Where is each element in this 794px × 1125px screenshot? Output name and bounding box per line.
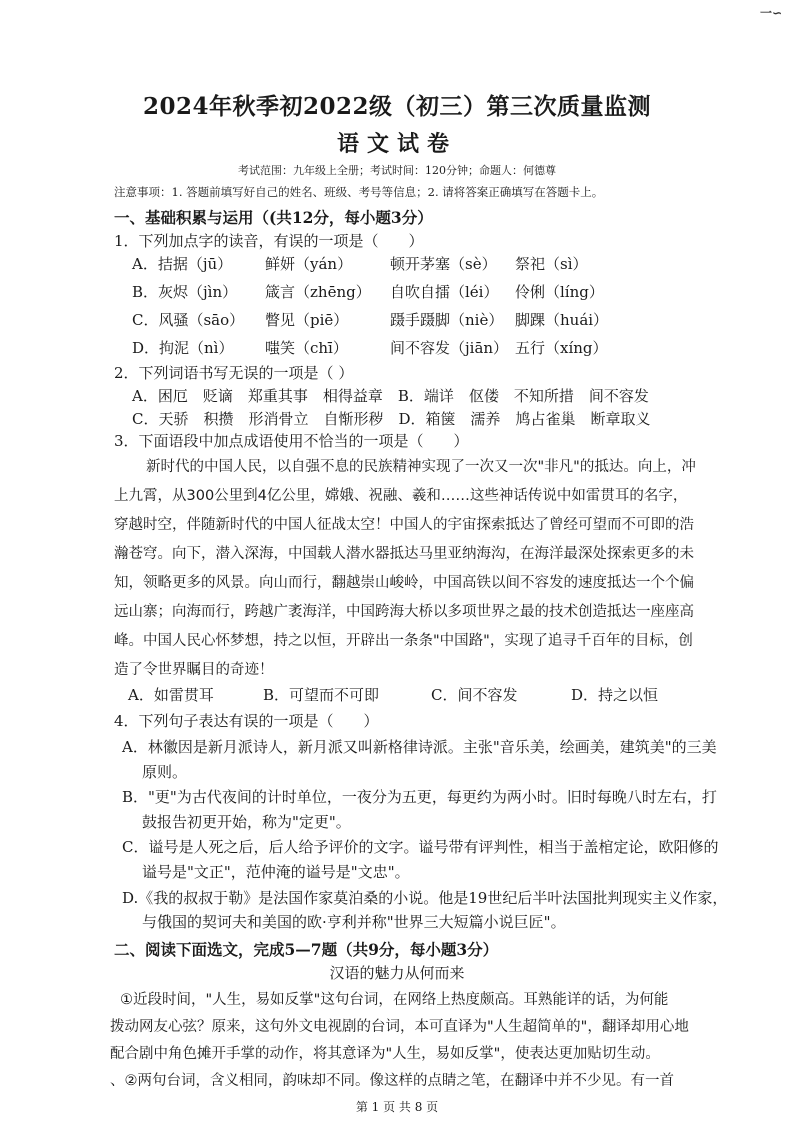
passage-line: 瀚苍穹。向下，潜入深海，中国载人潜水器抵达马里亚纳海沟，在海洋最深处探索更多的未 xyxy=(114,546,694,562)
q1-option: 间不容发（jiān） xyxy=(390,339,509,357)
article-title: 汉语的魅力从何而来 xyxy=(329,964,465,982)
section2-heading: 二、阅读下面选文，完成5—7题（共9分，每小题3分） xyxy=(114,940,499,959)
q1-option: 伶俐（líng） xyxy=(515,283,604,301)
q4-option-line: D.《我的叔叔于勒》是法国作家莫泊桑的小说。他是19世纪后半叶法国批判现实主义作家， xyxy=(122,889,728,907)
exam-subtitle: 语文试卷 xyxy=(336,131,457,157)
exam-notice: 注意事项：1. 答题前填写好自己的姓名、班级、考号等信息；2. 请将答案正确填写在答题卡上。 xyxy=(114,185,604,199)
q3-stem: 3．下面语段中加点成语使用不恰当的一项是（ ） xyxy=(114,432,469,450)
article-line: ①近段时间，"人生，易如反掌"这句台词，在网络上热度颇高。耳熟能详的话，为何能 xyxy=(120,992,669,1008)
exam-title: 2024年秋季初2022级（初三）第三次质量监测 xyxy=(142,93,652,120)
section1-heading: 一、基础积累与运用（(共12分，每小题3分） xyxy=(114,208,433,227)
q4-option-line: B．"更"为古代夜间的计时单位，一夜分为五更，每更约为两小时。旧时每晚八时左右，打 xyxy=(122,788,717,806)
passage-line: 造了令世界瞩目的奇迹！ xyxy=(114,662,274,678)
article-line: 拨动网友心弦？原来，这句外文电视剧的台词，本可直译为"人生超简单的"，翻译却用心地 xyxy=(110,1019,689,1035)
q1-option: 顿开茅塞（sè） xyxy=(390,255,497,273)
q3-option: D．持之以恒 xyxy=(571,686,659,704)
q1-option: 鲜妍（yán） xyxy=(265,255,353,273)
q4-option-line: 鼓报告初更开始，称为"定更"。 xyxy=(142,813,351,831)
passage-line: 上九霄，从300公里到4亿公里，嫦娥、祝融、羲和……这些神话传说中如雷贯耳的名字， xyxy=(114,488,688,504)
passage-line: 远山寨；向海而行，跨越广袤海洋，中国跨海大桥以多项世界之最的技术创造抵达一座座高 xyxy=(114,604,694,620)
q4-option-line: 原则。 xyxy=(142,763,188,781)
q4-option-line: C．谥号是人死之后，后人给予评价的文字。谥号带有评判性，相当于盖棺定论，欧阳修的 xyxy=(122,838,719,856)
q4-option-line: 谥号是"文正"，范仲淹的谥号是"文忠"。 xyxy=(142,863,410,881)
exam-info: 考试范围：九年级上全册；考试时间：120分钟；命题人：何德尊 xyxy=(238,164,556,177)
q2-stem: 2．下列词语书写无误的一项是（ ） xyxy=(114,364,354,382)
q1-option: 祭祀（sì） xyxy=(515,255,588,273)
passage-line: 穿越时空，伴随新时代的中国人征战太空！中国人的宇宙探索抵达了曾经可望而不可即的浩 xyxy=(114,517,694,533)
article-line: 配合剧中角色摊开手掌的动作，将其意译为"人生，易如反掌"，使表达更加贴切生动。 xyxy=(110,1046,660,1062)
q1-option: B．灰烬（jìn） xyxy=(132,283,238,301)
q1-option: 箴言（zhēng） xyxy=(265,283,371,301)
q1-option: D．拘泥（nì） xyxy=(132,339,234,357)
q3-option: C．间不容发 xyxy=(431,686,518,704)
q1-option: 嗤笑（chī） xyxy=(265,339,348,357)
q1-option: C．风骚（sāo） xyxy=(132,311,245,329)
q1-option: 蹑手蹑脚（niè） xyxy=(390,311,504,329)
q1-option: 自吹自擂（léi） xyxy=(390,283,499,301)
q1-option: 瞥见（piē） xyxy=(265,311,349,329)
q1-option: 脚踝（huái） xyxy=(515,311,609,329)
page-footer: 第 1 页 共 8 页 xyxy=(355,1100,439,1114)
passage-line: 新时代的中国人民，以自强不息的民族精神实现了一次又一次"非凡"的抵达。向上，冲 xyxy=(146,459,696,475)
q4-option-line: 与俄国的契诃夫和美国的欧·亨利并称"世界三大短篇小说巨匠"。 xyxy=(142,913,566,931)
q4-option-line: A．林徽因是新月派诗人，新月派又叫新格律诗派。主张"音乐美，绘画美，建筑美"的三美 xyxy=(122,738,717,756)
q3-option: A．如雷贯耳 xyxy=(128,686,214,704)
q3-option: B．可望而不可即 xyxy=(263,686,380,704)
q4-stem: 4．下列句子表达有误的一项是（ ） xyxy=(114,712,379,730)
passage-line: 峰。中国人民心怀梦想，持之以恒，开辟出一条条"中国路"，实现了追寻千百年的目标，创 xyxy=(114,633,693,649)
q1-option: A．拮据（jū） xyxy=(132,255,233,273)
article-line: 、②两句台词，含义相同，韵味却不同。像这样的点睛之笔，在翻译中并不少见。有一首 xyxy=(110,1073,674,1089)
q1-option: 五行（xíng） xyxy=(515,339,608,357)
q2-options-line: A．困厄 贬谪 郑重其事 相得益章 B．端详 伛偻 不知所措 间不容发 xyxy=(132,387,649,405)
q2-options-line: C．天骄 积攒 形消骨立 自惭形秽 D．箱箧 濡养 鸠占雀巢 断章取义 xyxy=(132,410,651,428)
q1-stem: 1．下列加点字的读音，有误的一项是（ ） xyxy=(114,232,424,250)
corner-mark: 一∽ xyxy=(759,6,782,20)
passage-line: 知，领略更多的风景。向山而行，翻越崇山峻岭，中国高铁以间不容发的速度抵达一个个偏 xyxy=(114,575,694,591)
